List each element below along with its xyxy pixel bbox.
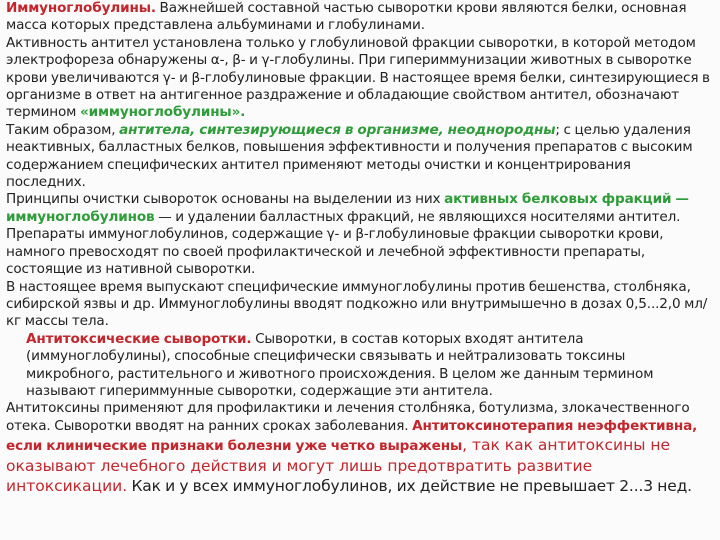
- paragraph-antitoxic-sera: [6, 331, 712, 401]
- p8-red-continuation: , так как антитоксины не оказывают лечебного действия и могут лишь предотвратить развитие интоксикации.: [6, 436, 671, 496]
- paragraph-antitoxins: [6, 400, 712, 496]
- paragraph-specific-immunoglobulins: [6, 279, 712, 331]
- p7-text: Сыворотки, в состав которых входят антитела (иммуноглобулины), способные специфически связывать и нейтрализовать токсины микробного, растительного и животного происхождения. В целом же данным термином называют гипериммунные сыворотки, содержащие эти антитела.: [26, 330, 654, 399]
- p4-highlight: активных белковых фракций — иммуноглобулинов: [6, 191, 689, 225]
- term-immunoglobulins: «иммуноглобулины».: [79, 104, 246, 121]
- heading-immunoglobulins: Иммуноглобулины.: [6, 0, 156, 16]
- p6-text: В настоящее время выпускают специфические иммуноглобулины против бешенства, столбняка, сибирской язвы и др. Иммуноглобулины вводят подкожно или внутримышечно в дозах 0,5...2,0 мл/кг массы тела.: [6, 278, 708, 330]
- paragraph-heterogeneity: [6, 122, 712, 192]
- p3-text-b: ; с целью удаления неактивных, балластных белков, повышения эффективности и получения препаратов с высоким содержанием специфических антител применяют методы очистки и концентрирования последних.: [6, 121, 693, 191]
- p8-tail: Как и у всех иммуноглобулинов, их действие не превышает 2...3 нед.: [127, 477, 692, 496]
- paragraph-antibody-activity: [6, 35, 712, 122]
- p4-text-a: Принципы очистки сывороток основаны на выделении из них: [6, 191, 445, 208]
- p2-text: Активность антител установлена только у глобулиновой фракции сыворотки, в которой методом электрофореза обнаружены α-, β- и γ-глобулины. При гипериммунизации животных в сыворотке крови увеличиваются γ- и β-глобулиновые фракции. В настоящее время белки, синтезирующиеся в организме в ответ на антигенное раздражение и обладающие свойством антител, обозначают термином: [6, 34, 710, 121]
- p3-highlight: антитела, синтезирующиеся в организме, неоднородны: [119, 121, 556, 138]
- p1-text: Важнейшей составной частью сыворотки крови являются белки, основная масса которых представлена альбуминами и глобулинами.: [6, 0, 687, 34]
- p3-text-a: Таким образом,: [6, 121, 120, 138]
- p4-text-b: — и удалении балластных фракций, не являющихся носителями антител.: [154, 208, 681, 225]
- p8-red-warning: Антитоксинотерапия неэффективна, если клинические признаки болезни уже четко выражены: [6, 417, 698, 455]
- p5-text: Препараты иммуноглобулинов, содержащие γ- и β-глобулиновые фракции сыворотки крови, намного превосходят по своей профилактической и лечебной эффективности препараты, состоящие из нативной сыворотки.: [6, 226, 664, 278]
- paragraph-preparations: [6, 226, 712, 278]
- p8-text: Антитоксины применяют для профилактики и лечения столбняка, ботулизма, злокачественного отека. Сыворотки вводят на ранних сроках заболевания.: [6, 400, 690, 434]
- paragraph-immunoglobulins-intro: [6, 0, 712, 35]
- paragraph-purification: [6, 191, 712, 226]
- heading-antitoxic-sera: Антитоксические сыворотки.: [26, 330, 252, 347]
